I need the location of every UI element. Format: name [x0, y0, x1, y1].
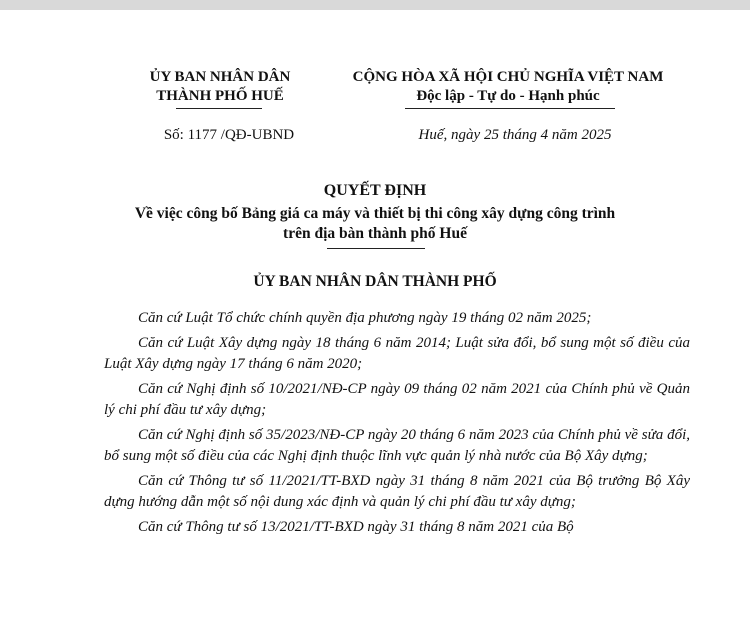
- document-subject: [80, 204, 670, 244]
- committee-heading: ỦY BAN NHÂN DÂN THÀNH PHỐ: [253, 273, 497, 290]
- legal-basis-paragraph: Căn cứ Nghị định số 10/2021/NĐ-CP ngày 09 tháng 02 năm 2021 của Chính phủ về Quản lý chi phí đầu tư xây dựng;: [104, 381, 690, 418]
- legal-basis-paragraph: Căn cứ Thông tư số 13/2021/TT-BXD ngày 31 tháng 8 năm 2021 của Bộ: [138, 519, 574, 535]
- subject-line2: trên địa bàn thành phố Huế: [283, 225, 467, 242]
- document-number: Số: 1177 /QĐ-UBND: [163, 127, 295, 143]
- subject-underline: [327, 248, 425, 249]
- legal-basis-paragraph: Căn cứ Nghị định số 35/2023/NĐ-CP ngày 20 tháng 6 năm 2023 của Chính phủ về sửa đổi, bổ sung một số điều của các Nghị định thuộc lĩnh vực quản lý nhà nước của Bộ Xây dựng;: [104, 427, 690, 464]
- subject-line1: Về việc công bố Bảng giá ca máy và thiết bị thi công xây dựng công trình: [134, 205, 616, 222]
- legal-basis-paragraph: Căn cứ Thông tư số 11/2021/TT-BXD ngày 31 tháng 8 năm 2021 của Bộ trưởng Bộ Xây dựng hướng dẫn một số nội dung xác định và quản lý chi phí đầu tư xây dựng;: [104, 473, 690, 510]
- viewer-top-bar: [0, 0, 750, 10]
- national-motto-line1: CỘNG HÒA XÃ HỘI CHỦ NGHĨA VIỆT NAM: [352, 69, 664, 85]
- legal-basis-paragraph: Căn cứ Luật Tổ chức chính quyền địa phương ngày 19 tháng 02 năm 2025;: [138, 310, 592, 326]
- legal-basis-paragraph: Căn cứ Luật Xây dựng ngày 18 tháng 6 năm 2014; Luật sửa đổi, bổ sung một số điều của Luật Xây dựng ngày 17 tháng 6 năm 2020;: [104, 335, 690, 372]
- issuing-authority-line2: THÀNH PHỐ HUẾ: [156, 88, 284, 104]
- legal-basis: [104, 308, 690, 542]
- motto-underline: [405, 108, 615, 109]
- national-motto: [318, 68, 698, 106]
- issuing-authority-line1: ỦY BAN NHÂN DÂN: [149, 69, 291, 85]
- national-motto-line2: Độc lập - Tự do - Hạnh phúc: [416, 88, 600, 104]
- place-date: Huế, ngày 25 tháng 4 năm 2025: [418, 127, 612, 143]
- authority-underline: [176, 108, 262, 109]
- document-title: QUYẾT ĐỊNH: [323, 182, 427, 199]
- issuing-authority: [120, 68, 320, 106]
